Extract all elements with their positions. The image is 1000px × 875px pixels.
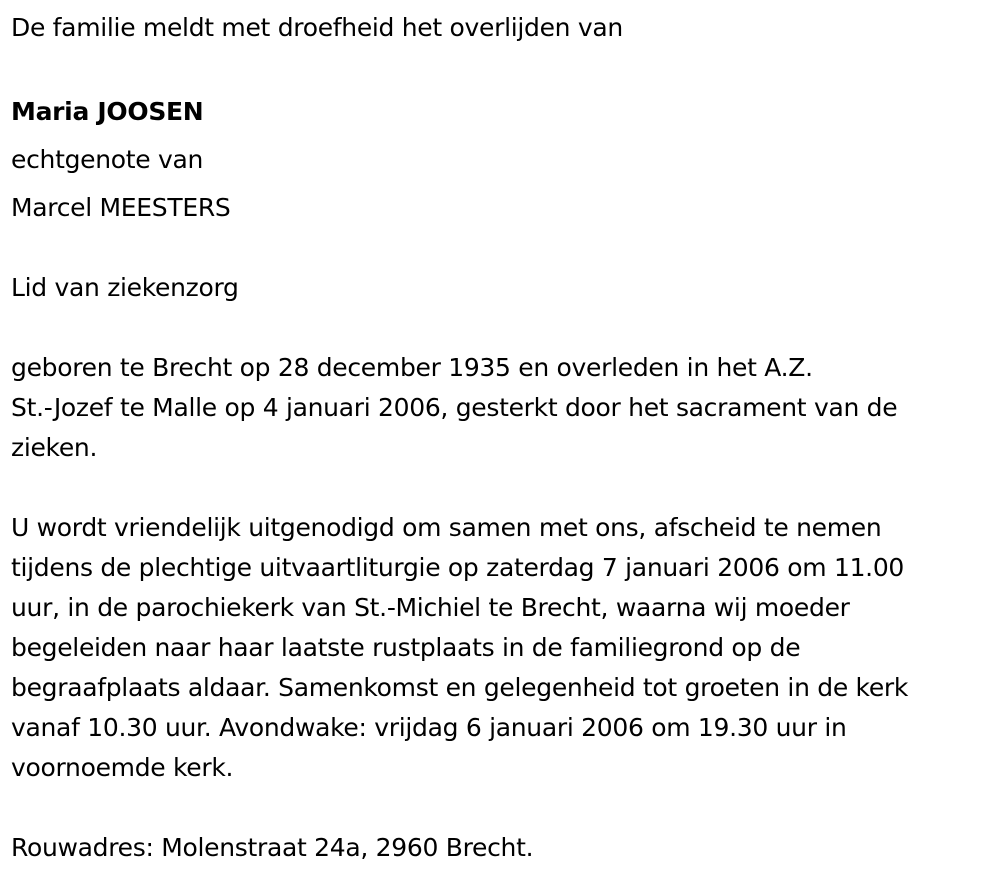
birth-death-line: St.-Jozef te Malle op 4 januari 2006, gesterkt door het sacrament van de [11, 393, 898, 422]
invitation-line: begraafplaats aldaar. Samenkomst en gelegenheid tot groeten in de kerk [11, 673, 909, 702]
invitation-line: U wordt vriendelijk uitgenodigd om samen met ons, afscheid te nemen [11, 513, 882, 542]
intro-text: De familie meldt met droefheid het overlijden van [11, 13, 623, 42]
invitation-line: tijdens de plechtige uitvaartliturgie op zaterdag 7 januari 2006 om 11.00 [11, 553, 905, 582]
birth-death-paragraph [11, 348, 996, 468]
obituary-notice [11, 8, 996, 868]
membership-text: Lid van ziekenzorg [11, 273, 239, 302]
spouse-name: Marcel MEESTERS [11, 193, 231, 222]
invitation-line: vanaf 10.30 uur. Avondwake: vrijdag 6 januari 2006 om 19.30 uur in [11, 713, 847, 742]
invitation-line: uur, in de parochiekerk van St.-Michiel te Brecht, waarna wij moeder [11, 593, 850, 622]
invitation-line: begeleiden naar haar laatste rustplaats in de familiegrond op de [11, 633, 801, 662]
deceased-name: Maria JOOSEN [11, 97, 204, 126]
birth-death-line: zieken. [11, 433, 98, 462]
invitation-paragraph [11, 508, 996, 788]
birth-death-line: geboren te Brecht op 28 december 1935 en overleden in het A.Z. [11, 353, 813, 382]
mourning-address: Rouwadres: Molenstraat 24a, 2960 Brecht. [11, 833, 534, 862]
relation-text: echtgenote van [11, 145, 204, 174]
invitation-line: voornoemde kerk. [11, 753, 234, 782]
